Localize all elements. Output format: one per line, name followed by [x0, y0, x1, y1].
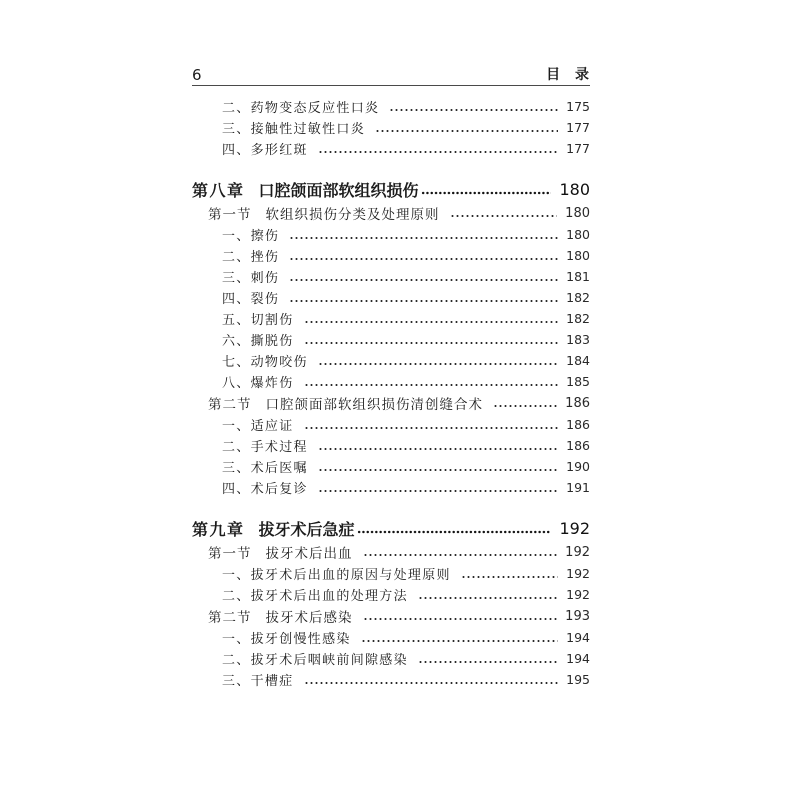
toc-item-label: 五、切割伤 — [222, 313, 294, 328]
toc-item-entry — [192, 584, 590, 605]
toc-item-entry — [192, 329, 590, 350]
toc-section-entry — [192, 605, 590, 627]
toc-chapter-entry — [192, 515, 590, 541]
toc-item-label: 一、拔牙术后出血的原因与处理原则 — [222, 568, 451, 583]
dot-leader — [389, 108, 558, 112]
toc-page-number: 191 — [566, 480, 590, 495]
toc-item-entry — [192, 477, 590, 498]
dot-leader — [304, 320, 559, 324]
toc-item-entry — [192, 96, 590, 117]
toc-page-number: 186 — [566, 438, 590, 453]
dot-leader — [304, 681, 559, 685]
toc-page-number: 193 — [565, 608, 590, 624]
toc-item-entry — [192, 648, 590, 669]
dot-leader — [289, 278, 558, 282]
toc-page-number: 182 — [566, 290, 590, 305]
running-header-title: 目 录 — [546, 67, 589, 83]
toc-item-entry — [192, 563, 590, 584]
toc-item-entry — [192, 308, 590, 329]
toc-item-label: 七、动物咬伤 — [222, 355, 308, 370]
toc-page-number: 192 — [566, 587, 590, 602]
dot-leader — [361, 639, 558, 643]
toc-page-number: 180 — [566, 248, 590, 263]
dot-leader — [461, 575, 558, 579]
toc-item-label: 二、药物变态反应性口炎 — [222, 101, 380, 116]
dot-leader — [418, 596, 558, 600]
toc-item-entry — [192, 435, 590, 456]
toc-page-number: 182 — [566, 311, 590, 326]
toc-page-number: 177 — [566, 120, 590, 135]
toc-item-label: 四、多形红斑 — [222, 143, 308, 158]
toc-item-entry — [192, 138, 590, 159]
toc-item-label: 一、擦伤 — [222, 229, 280, 244]
dot-leader — [418, 660, 558, 664]
toc-page-number: 180 — [566, 227, 590, 242]
toc-page-number: 183 — [566, 332, 590, 347]
toc-item-label: 二、拔牙术后咽峡前间隙感染 — [222, 653, 408, 668]
toc-section-number: 第二节 — [208, 610, 252, 626]
toc-item-entry — [192, 245, 590, 266]
toc-item-entry — [192, 117, 590, 138]
toc-section-title: 拔牙术后感染 — [265, 610, 353, 626]
toc-item-label: 二、拔牙术后出血的处理方法 — [222, 589, 408, 604]
toc-page-number: 185 — [566, 374, 590, 389]
table-of-contents — [192, 96, 590, 690]
dot-leader — [357, 530, 552, 534]
toc-item-label: 一、拔牙创慢性感染 — [222, 632, 351, 647]
toc-page-number: 194 — [566, 630, 590, 645]
toc-page-number: 180 — [559, 179, 590, 199]
toc-chapter-number: 第八章 — [192, 180, 245, 200]
page-number: 6 — [192, 66, 202, 84]
dot-leader — [363, 553, 558, 557]
toc-item-entry — [192, 350, 590, 371]
toc-section-title: 拔牙术后出血 — [265, 546, 353, 562]
toc-item-label: 四、术后复诊 — [222, 482, 308, 497]
toc-item-entry — [192, 266, 590, 287]
toc-page-number: 190 — [566, 459, 590, 474]
toc-page-number: 192 — [566, 566, 590, 581]
dot-leader — [289, 299, 558, 303]
toc-item-label: 三、接触性过敏性口炎 — [222, 122, 366, 137]
toc-item-label: 二、手术过程 — [222, 440, 308, 455]
toc-item-entry — [192, 669, 590, 690]
toc-item-label: 三、刺伤 — [222, 271, 280, 286]
dot-leader — [304, 341, 559, 345]
running-header — [192, 66, 590, 86]
toc-item-entry — [192, 287, 590, 308]
toc-page-number: 175 — [566, 99, 590, 114]
toc-item-label: 四、裂伤 — [222, 292, 280, 307]
dot-leader — [318, 447, 558, 451]
toc-page-number: 177 — [566, 141, 590, 156]
dot-leader — [375, 129, 558, 133]
toc-section-number: 第一节 — [208, 546, 252, 562]
toc-section-title: 软组织损伤分类及处理原则 — [265, 207, 440, 223]
toc-section-number: 第一节 — [208, 207, 252, 223]
toc-chapter-number: 第九章 — [192, 519, 245, 539]
toc-page-number: 194 — [566, 651, 590, 666]
toc-item-label: 三、术后医嘱 — [222, 461, 308, 476]
toc-item-label: 六、撕脱伤 — [222, 334, 294, 349]
dot-leader — [318, 362, 558, 366]
dot-leader — [421, 191, 552, 195]
toc-item-entry — [192, 371, 590, 392]
dot-leader — [289, 236, 558, 240]
dot-leader — [450, 214, 558, 218]
toc-chapter-title: 口腔颌面部软组织损伤 — [258, 180, 419, 200]
toc-page-number: 186 — [566, 417, 590, 432]
toc-item-label: 一、适应证 — [222, 419, 294, 434]
toc-chapter-entry — [192, 176, 590, 202]
toc-item-entry — [192, 627, 590, 648]
toc-page-number: 192 — [565, 544, 590, 560]
dot-leader — [318, 468, 558, 472]
dot-leader — [289, 257, 558, 261]
toc-item-entry — [192, 456, 590, 477]
toc-section-title: 口腔颌面部软组织损伤清创缝合术 — [265, 397, 483, 413]
toc-page-number: 195 — [566, 672, 590, 687]
toc-item-entry — [192, 414, 590, 435]
toc-page-number: 181 — [566, 269, 590, 284]
dot-leader — [318, 150, 558, 154]
dot-leader — [304, 383, 559, 387]
toc-page — [192, 66, 590, 690]
toc-page-number: 184 — [566, 353, 590, 368]
toc-section-number: 第二节 — [208, 397, 252, 413]
toc-item-label: 八、爆炸伤 — [222, 376, 294, 391]
dot-leader — [304, 426, 559, 430]
toc-page-number: 186 — [565, 395, 590, 411]
toc-item-label: 二、挫伤 — [222, 250, 280, 265]
toc-item-label: 三、干槽症 — [222, 674, 294, 689]
toc-section-entry — [192, 541, 590, 563]
dot-leader — [363, 617, 558, 621]
toc-page-number: 180 — [565, 205, 590, 221]
dot-leader — [493, 404, 557, 408]
dot-leader — [318, 489, 558, 493]
toc-chapter-title: 拔牙术后急症 — [258, 519, 355, 539]
toc-item-entry — [192, 224, 590, 245]
toc-section-entry — [192, 392, 590, 414]
toc-section-entry — [192, 202, 590, 224]
toc-page-number: 192 — [559, 518, 590, 538]
